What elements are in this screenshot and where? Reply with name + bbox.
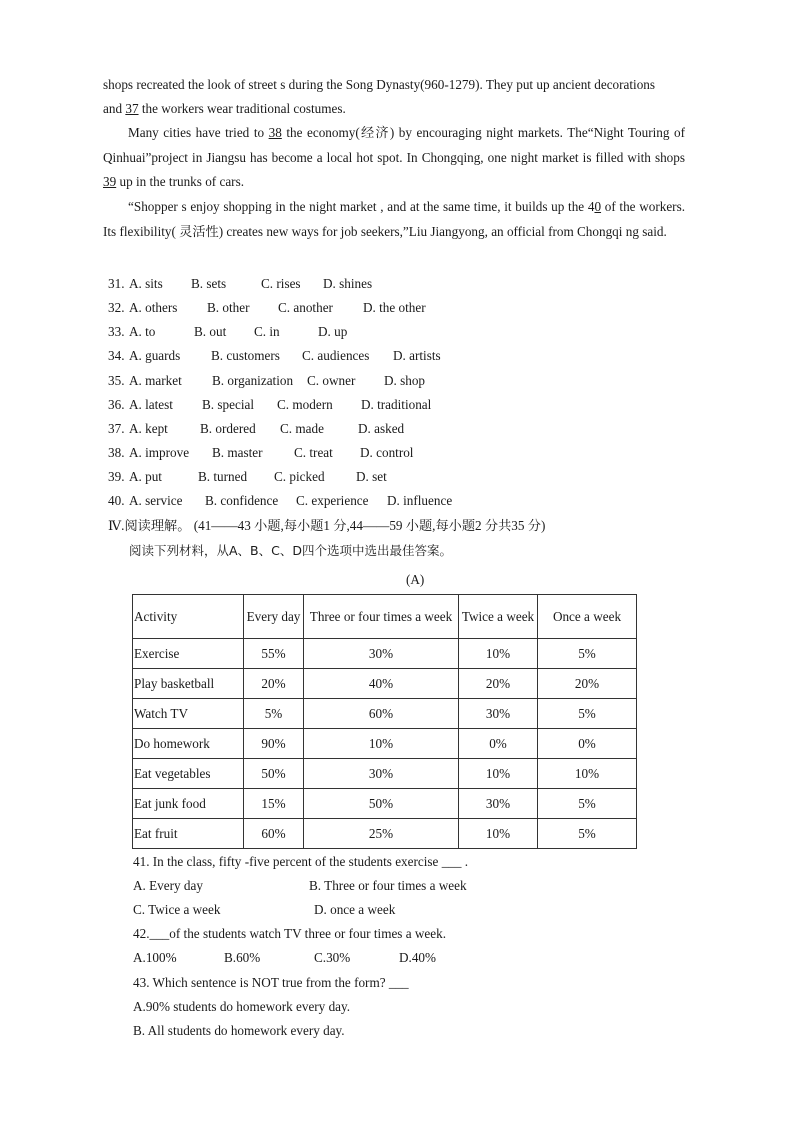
option-c[interactable]: C. treat xyxy=(294,445,333,460)
option-text: C.30% xyxy=(314,950,351,965)
question-number: 38. xyxy=(108,445,125,460)
table-cell: 5% xyxy=(538,819,637,849)
option-b[interactable]: B. out xyxy=(194,324,227,339)
table-cell: Do homework xyxy=(133,729,244,759)
table-header-cell: Three or four times a week xyxy=(304,595,459,639)
table-cell: 50% xyxy=(304,789,459,819)
part-label xyxy=(406,572,424,588)
question-number: 36. xyxy=(108,397,125,412)
table-cell: 5% xyxy=(538,699,637,729)
passage-text: and xyxy=(103,101,126,116)
option-d[interactable]: D. artists xyxy=(393,348,441,363)
passage-text: the economy(经济) by encouraging night markets. The“Night Touring of Qinhuai”project in Jiangsu has become a local hot spot. In Chongqing, one night market is filled with shops xyxy=(103,125,685,165)
option-text: A.100% xyxy=(133,950,177,965)
option-a[interactable]: A. market xyxy=(129,373,182,388)
option-b[interactable]: B. organization xyxy=(212,373,294,388)
table-header-cell: Every day xyxy=(244,595,304,639)
table-row xyxy=(133,729,637,759)
option-c[interactable]: C. rises xyxy=(261,276,301,291)
instruction-text: 阅读下列材料，从A、B、C、D四个选项中选出最佳答案。 xyxy=(129,543,452,558)
section-title-text: Ⅳ.阅读理解。 (41——43 小题,每小题1 分,44——59 小题,每小题2 分共35 分) xyxy=(108,518,546,533)
option-text: A. Every day xyxy=(133,878,203,893)
question-number: 34. xyxy=(108,348,125,363)
option-d[interactable]: D. asked xyxy=(358,421,405,436)
table-cell: 5% xyxy=(538,639,637,669)
option-c[interactable]: C. picked xyxy=(274,469,325,484)
table-cell: 20% xyxy=(459,669,538,699)
passage-text: shops recreated the look of street s during the Song Dynasty(960-1279). They put up ancient decorations xyxy=(103,77,656,92)
question-number: 31. xyxy=(108,276,125,291)
question-number: 33. xyxy=(108,324,125,339)
table-cell: 20% xyxy=(244,669,304,699)
table-row xyxy=(133,789,637,819)
passage-text: “Shopper s enjoy shopping in the night market , and at the same time, it builds up the 4 xyxy=(128,199,595,214)
question-43-option-a[interactable] xyxy=(133,999,350,1015)
passage-text: the workers wear traditional costumes. xyxy=(138,101,346,116)
table-cell: 5% xyxy=(538,789,637,819)
option-c[interactable]: C. audiences xyxy=(302,348,370,363)
option-d[interactable]: D. control xyxy=(360,445,414,460)
option-a[interactable]: A. guards xyxy=(129,348,181,363)
question-42-option-b[interactable] xyxy=(224,950,260,966)
activity-table xyxy=(132,594,637,849)
question-41-option-b[interactable] xyxy=(309,878,467,894)
question-41 xyxy=(133,854,468,870)
table-row xyxy=(133,819,637,849)
table-cell: 40% xyxy=(304,669,459,699)
table-cell: 10% xyxy=(459,759,538,789)
blank-38: 38 xyxy=(268,125,282,140)
option-d[interactable]: D. up xyxy=(318,324,348,339)
passage-text: of the workers. Its flexibility( 灵活性) creates new ways for job seekers,”Liu Jiangyong, an official from Chongqi ng said. xyxy=(103,199,686,239)
table-cell: 50% xyxy=(244,759,304,789)
option-c[interactable]: C. experience xyxy=(296,493,369,508)
question-43-option-b[interactable] xyxy=(133,1023,345,1039)
question-number: 39. xyxy=(108,469,125,484)
table-cell: Exercise xyxy=(133,639,244,669)
option-b[interactable]: B. special xyxy=(202,397,255,412)
table-cell: Watch TV xyxy=(133,699,244,729)
option-text: B.60% xyxy=(224,950,261,965)
table-cell: Eat junk food xyxy=(133,789,244,819)
option-a[interactable]: A. others xyxy=(129,300,178,315)
passage-text: up in the trunks of cars. xyxy=(116,174,245,190)
table-header-cell: Twice a week xyxy=(459,595,538,639)
section-instruction xyxy=(129,543,452,559)
table-cell: 10% xyxy=(459,639,538,669)
table-cell: 60% xyxy=(304,699,459,729)
option-c[interactable]: C. modern xyxy=(277,397,333,412)
option-a[interactable]: A. sits xyxy=(129,276,163,291)
table-cell: 90% xyxy=(244,729,304,759)
table-cell: 30% xyxy=(304,639,459,669)
option-text: D. once a week xyxy=(314,902,396,917)
option-b[interactable]: B. confidence xyxy=(205,493,279,508)
question-42 xyxy=(133,926,446,942)
table-row xyxy=(133,759,637,789)
table-header-row xyxy=(133,595,637,639)
table-cell: 0% xyxy=(459,729,538,759)
option-b[interactable]: B. customers xyxy=(211,348,280,363)
table-cell: Play basketball xyxy=(133,669,244,699)
table-cell: Eat fruit xyxy=(133,819,244,849)
option-text: D.40% xyxy=(399,950,436,965)
blank-37: 37 xyxy=(125,101,139,116)
option-text: B. All students do homework every day. xyxy=(133,1023,345,1038)
option-text: B. Three or four times a week xyxy=(309,878,467,893)
table-row xyxy=(133,699,637,729)
option-text: A.90% students do homework every day. xyxy=(133,999,351,1014)
table-cell: 60% xyxy=(244,819,304,849)
table-cell: 20% xyxy=(538,669,637,699)
question-number: 32. xyxy=(108,300,125,315)
table-cell: 30% xyxy=(459,699,538,729)
table-cell: 30% xyxy=(304,759,459,789)
question-number: 35. xyxy=(108,373,125,388)
table-cell: 0% xyxy=(538,729,637,759)
table-cell: 10% xyxy=(459,819,538,849)
table-cell: 5% xyxy=(244,699,304,729)
option-b[interactable]: B. turned xyxy=(198,469,248,484)
passage-paragraph-2 xyxy=(103,121,685,195)
table-cell: 30% xyxy=(459,789,538,819)
passage-text: Many cities have tried to xyxy=(128,125,269,140)
option-d[interactable]: D. traditional xyxy=(361,397,432,412)
question-41-option-d[interactable] xyxy=(314,902,395,918)
option-b[interactable]: B. other xyxy=(207,300,250,315)
table-cell: Eat vegetables xyxy=(133,759,244,789)
blank-39: 39 xyxy=(103,174,117,190)
question-43 xyxy=(133,975,409,991)
question-number: 40. xyxy=(108,493,125,508)
option-d[interactable]: D. shines xyxy=(323,276,373,291)
table-cell: 10% xyxy=(538,759,637,789)
option-c[interactable]: C. in xyxy=(254,324,280,339)
passage-line-2 xyxy=(103,101,346,117)
option-c[interactable]: C. another xyxy=(278,300,333,315)
section-title xyxy=(108,518,545,534)
table-cell: 15% xyxy=(244,789,304,819)
option-d[interactable]: D. influence xyxy=(387,493,453,508)
question-number: 37. xyxy=(108,421,125,436)
table-cell: 10% xyxy=(304,729,459,759)
option-a[interactable]: A. service xyxy=(129,493,183,508)
option-b[interactable]: B. ordered xyxy=(200,421,256,436)
table-cell: 55% xyxy=(244,639,304,669)
table-row xyxy=(133,669,637,699)
part-label-text: (A) xyxy=(406,572,425,587)
option-a[interactable]: A. improve xyxy=(129,445,190,460)
question-42-option-a[interactable] xyxy=(133,950,177,966)
table-header-cell: Activity xyxy=(133,595,244,639)
passage-line-1 xyxy=(103,77,655,93)
question-42-option-d[interactable] xyxy=(399,950,436,966)
option-c[interactable]: C. made xyxy=(280,421,324,436)
option-c[interactable]: C. owner xyxy=(307,373,356,388)
question-42-option-c[interactable] xyxy=(314,950,350,966)
option-a[interactable]: A. kept xyxy=(129,421,168,436)
passage-paragraph-3 xyxy=(103,195,685,244)
blank-40: 0 xyxy=(594,199,602,214)
option-d[interactable]: D. the other xyxy=(363,300,426,315)
option-d[interactable]: D. set xyxy=(356,469,387,484)
table-header-cell: Once a week xyxy=(538,595,637,639)
table-cell: 25% xyxy=(304,819,459,849)
question-41-option-c[interactable] xyxy=(133,902,220,918)
question-text: 43. Which sentence is NOT true from the form? ___ xyxy=(133,975,409,990)
option-a[interactable]: A. put xyxy=(129,469,162,484)
option-d[interactable]: D. shop xyxy=(384,373,426,388)
option-b[interactable]: B. master xyxy=(212,445,263,460)
question-text: 41. In the class, fifty -five percent of the students exercise ___ . xyxy=(133,854,469,869)
question-text: 42.___of the students watch TV three or four times a week. xyxy=(133,926,447,941)
option-b[interactable]: B. sets xyxy=(191,276,227,291)
question-41-option-a[interactable] xyxy=(133,878,203,894)
option-text: C. Twice a week xyxy=(133,902,221,917)
option-a[interactable]: A. to xyxy=(129,324,156,339)
option-a[interactable]: A. latest xyxy=(129,397,173,412)
table-row xyxy=(133,639,637,669)
